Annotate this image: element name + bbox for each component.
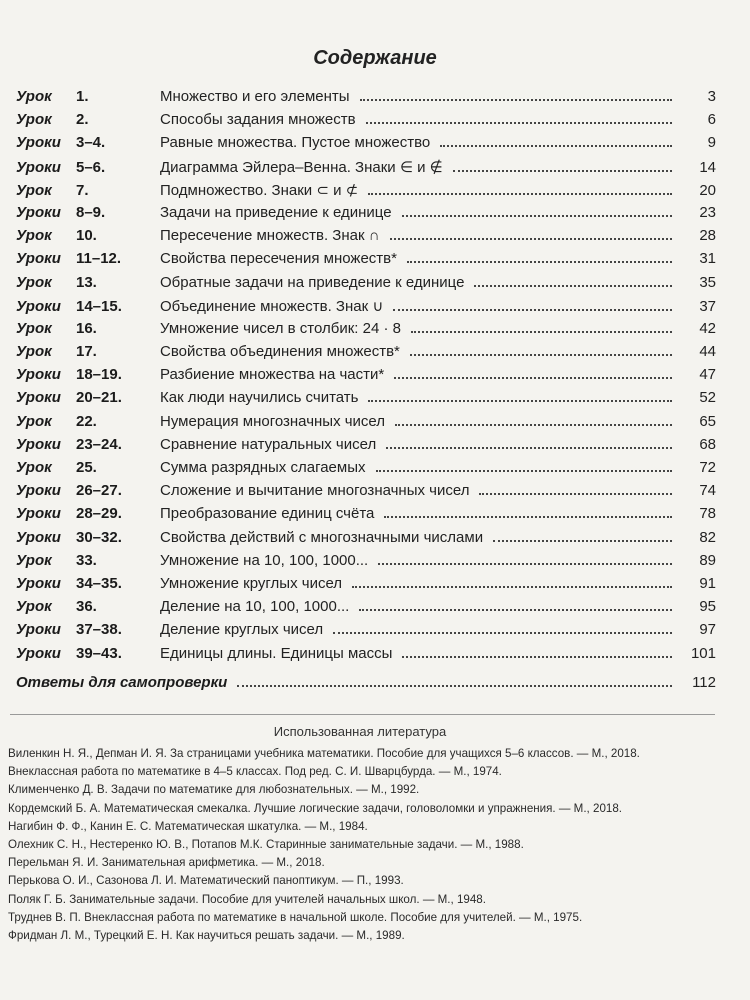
literature-item: Перельман Я. И. Занимательная арифметика. — М., 2018. <box>8 856 325 870</box>
literature-item: Перькова О. И., Сазонова Л. И. Математический паноптикум. — П., 1993. <box>8 874 404 888</box>
toc-entry-title: Сложение и вычитание многозначных чисел <box>160 482 470 500</box>
toc-entry-page: 35 <box>699 273 716 291</box>
toc-leader-dots <box>366 122 672 124</box>
toc-leader-dots <box>359 609 672 611</box>
toc-entry-kind: Урок <box>16 181 52 199</box>
toc-entry-page: 74 <box>699 482 716 500</box>
toc-entry-number: 23–24. <box>76 435 122 453</box>
toc-entry <box>16 111 716 134</box>
toc-entry-number: 28–29. <box>76 505 122 523</box>
toc-entry <box>16 274 716 297</box>
toc-entry-title: Свойства действий с многозначными числами <box>160 528 484 546</box>
toc-entry-page: 89 <box>699 551 716 569</box>
toc-entry-kind: Урок <box>16 319 52 337</box>
toc-leader-dots <box>440 145 672 147</box>
toc-entry-kind: Уроки <box>16 482 61 500</box>
toc-entry-number: 22. <box>76 412 97 430</box>
toc-entry-number: 36. <box>76 598 97 616</box>
literature-list <box>8 746 713 946</box>
toc-entry-page: 31 <box>699 250 716 268</box>
toc-leader-dots <box>493 540 672 542</box>
toc-entry-number: 7. <box>76 181 89 199</box>
toc-entry-kind: Уроки <box>16 389 61 407</box>
toc-entry <box>16 645 716 668</box>
toc-entry <box>16 158 716 181</box>
literature-item: Олехник С. Н., Нестеренко Ю. В., Потапов М.К. Старинные занимательные задачи. — М., 1988. <box>8 838 524 852</box>
toc-entry-page: 14 <box>699 158 716 176</box>
toc-entry-kind: Урок <box>16 88 52 105</box>
toc-entry-kind: Уроки <box>16 644 61 662</box>
toc-entry-number: 13. <box>76 273 97 291</box>
toc-entry <box>16 413 716 436</box>
toc-entry-page: 72 <box>699 459 716 476</box>
toc-entry-number: 17. <box>76 343 97 361</box>
toc-entry-page: 23 <box>699 203 716 221</box>
toc-entry <box>16 366 716 389</box>
toc-entry-kind: Урок <box>16 598 52 616</box>
toc-leader-dots <box>384 516 672 518</box>
toc-entry-title: Умножение чисел в столбик: 24 · 8 <box>160 319 401 337</box>
toc-entry-title: Способы задания множеств <box>160 111 356 129</box>
toc-leader-dots <box>368 400 672 402</box>
toc-entry-number: 37–38. <box>76 621 122 639</box>
toc-entry-title: Свойства объединения множеств* <box>160 343 400 361</box>
toc-leader-dots <box>402 215 672 217</box>
toc-entry-title: Объединение множеств. Знак ∪ <box>160 297 384 315</box>
toc-entry-page: 101 <box>690 644 716 662</box>
toc-entry <box>16 529 716 552</box>
toc-entry-number: 20–21. <box>76 389 122 407</box>
toc-leader-dots <box>411 331 672 333</box>
toc-entry-kind: Уроки <box>16 435 61 453</box>
toc-entry <box>16 459 716 482</box>
toc-entry-page: 95 <box>699 598 716 616</box>
toc-entry-kind: Уроки <box>16 574 61 592</box>
toc-entry-number: 33. <box>76 551 97 569</box>
toc-leader-dots <box>352 586 672 588</box>
toc-entry-title: Единицы длины. Единицы массы <box>160 644 393 662</box>
toc-entry <box>16 320 716 343</box>
toc-leader-dots <box>407 261 672 263</box>
toc-entry-title: Диаграмма Эйлера–Венна. Знаки ∈ и ∉ <box>160 158 443 176</box>
toc-entry-number: 2. <box>76 111 89 129</box>
toc-leader-dots <box>393 309 672 311</box>
toc-entry-kind: Урок <box>16 227 52 245</box>
literature-item: Внеклассная работа по математике в 4–5 классах. Под ред. С. И. Шварцбурда. — М., 1974. <box>8 765 502 779</box>
toc-leader-dots <box>402 656 672 658</box>
toc-entry-page: 9 <box>707 134 716 152</box>
toc-leader-dots <box>395 424 672 426</box>
toc-entry-number: 26–27. <box>76 482 122 500</box>
toc-entry-title: Пересечение множеств. Знак ∩ <box>160 227 380 245</box>
toc-leader-dots <box>479 493 672 495</box>
toc-entry-title: Сравнение натуральных чисел <box>160 435 377 453</box>
toc-entry <box>16 436 716 459</box>
literature-item: Труднев В. П. Внеклассная работа по математике в начальной школе. Пособие для учителей. — М., 1975. <box>8 910 583 924</box>
toc-entry <box>16 250 716 273</box>
toc-entry-title: Сумма разрядных слагаемых <box>160 459 366 476</box>
toc-entry-page: 47 <box>699 366 716 384</box>
toc-leader-dots <box>360 99 672 101</box>
toc-entry-page: 97 <box>699 621 716 639</box>
toc-entry-page: 37 <box>699 297 716 315</box>
toc-entry-kind: Уроки <box>16 297 61 315</box>
toc-entry-kind: Урок <box>16 412 52 430</box>
toc-entry-kind: Урок <box>16 111 52 129</box>
toc-entry-title: Задачи на приведение к единице <box>160 203 392 221</box>
literature-item: Нагибин Ф. Ф., Канин Е. С. Математическая шкатулка. — М., 1984. <box>8 819 368 833</box>
toc-entry-number: 30–32. <box>76 528 122 546</box>
toc-entry-page: 6 <box>707 111 716 129</box>
toc-entry-title: Свойства пересечения множеств* <box>160 250 397 268</box>
toc-leader-dots <box>386 447 672 449</box>
toc-entry-kind: Уроки <box>16 621 61 639</box>
toc-entry-kind: Уроки <box>16 250 61 268</box>
toc-entry-kind: Уроки <box>16 505 61 523</box>
toc-entry-number: 14–15. <box>76 297 122 315</box>
literature-heading: Использованная литература <box>273 724 447 739</box>
toc-entry-kind: Уроки <box>16 158 61 176</box>
toc-entry-page: 82 <box>699 528 716 546</box>
toc-entry <box>16 552 716 575</box>
toc-leader-dots <box>378 563 672 565</box>
toc-leader-dots <box>390 238 673 240</box>
literature-item: Фридман Л. М., Турецкий Е. Н. Как научиться решать задачи. — М., 1989. <box>8 929 405 943</box>
toc-entry-number: 16. <box>76 319 97 337</box>
toc-entry <box>16 575 716 598</box>
toc-entry-page: 68 <box>699 435 716 453</box>
toc-entry <box>16 297 716 320</box>
toc-entry <box>16 621 716 644</box>
toc-entry <box>16 204 716 227</box>
toc-entry-title: Как люди научились считать <box>160 389 359 407</box>
toc-entry-page: 91 <box>699 574 716 592</box>
toc-entry-page: 28 <box>699 227 716 245</box>
toc-leader-dots <box>376 470 673 472</box>
toc-entry <box>16 227 716 250</box>
toc-leader-dots <box>368 193 672 195</box>
toc-entry-number: 11–12. <box>76 250 122 268</box>
toc-entry-number: 39–43. <box>76 644 122 662</box>
toc-entry-page: 20 <box>699 181 716 199</box>
literature-item: Кордемский Б. А. Математическая смекалка. Лучшие логические задачи, головоломки и упражнения. — М., 2018. <box>8 801 623 815</box>
toc-leader-dots <box>453 170 672 172</box>
table-of-contents <box>16 88 716 697</box>
toc-leader-dots <box>237 685 672 687</box>
toc-entry-number: 5–6. <box>76 158 106 176</box>
toc-entry-title: Разбиение множества на части* <box>160 366 385 384</box>
toc-entry <box>16 134 716 157</box>
toc-entry-page: 78 <box>699 505 716 523</box>
toc-entry-page: 44 <box>699 343 716 361</box>
toc-entry <box>16 343 716 366</box>
toc-entry-number: 18–19. <box>76 366 122 384</box>
toc-entry-page: 42 <box>699 319 716 337</box>
toc-leader-dots <box>410 354 672 356</box>
toc-entry-page: 52 <box>699 389 716 407</box>
toc-entry-kind: Урок <box>16 459 52 476</box>
toc-entry-title: Преобразование единиц счёта <box>160 505 375 523</box>
toc-entry <box>16 482 716 505</box>
literature-item: Поляк Г. Б. Занимательные задачи. Пособие для учителей начальных школ. — М., 1948. <box>8 892 486 906</box>
literature-item: Клименченко Д. В. Задачи по математике для любознательных. — М., 1992. <box>8 783 420 797</box>
toc-entry-kind: Уроки <box>16 134 61 152</box>
toc-entry-kind: Уроки <box>16 203 61 221</box>
toc-entry-kind: Урок <box>16 343 52 361</box>
toc-entry <box>16 505 716 528</box>
toc-entry-kind: Урок <box>16 551 52 569</box>
toc-entry <box>16 181 716 204</box>
toc-answers-page: 112 <box>692 673 716 691</box>
toc-entry-kind: Урок <box>16 273 52 291</box>
toc-entry-title: Равные множества. Пустое множество <box>160 134 431 152</box>
toc-entry-page: 65 <box>699 412 716 430</box>
literature-item: Виленкин Н. Я., Депман И. Я. За страницами учебника математики. Пособие для учащихся 5–6 классов. — М., 2018. <box>8 747 640 760</box>
toc-entry-kind: Уроки <box>16 366 61 384</box>
toc-entry <box>16 88 716 111</box>
toc-leader-dots <box>474 285 672 287</box>
toc-entry-title: Деление круглых чисел <box>160 621 324 639</box>
toc-entry-title: Умножение на 10, 100, 1000... <box>160 551 369 569</box>
toc-entry-page: 3 <box>707 88 716 105</box>
toc-entry-number: 1. <box>76 88 89 105</box>
toc-entry-number: 3–4. <box>76 134 106 152</box>
toc-entry <box>16 389 716 412</box>
toc-answers-title: Ответы для самопроверки <box>16 673 228 691</box>
toc-entry-number: 8–9. <box>76 203 106 221</box>
toc-entry-kind: Уроки <box>16 528 61 546</box>
toc-entry-title: Обратные задачи на приведение к единице <box>160 273 465 291</box>
toc-leader-dots <box>394 377 672 379</box>
page-title: Содержание <box>313 47 437 69</box>
toc-answers-entry <box>16 674 716 697</box>
toc-entry-title: Подмножество. Знаки ⊂ и ⊄ <box>160 181 359 199</box>
toc-entry-title: Деление на 10, 100, 1000... <box>160 598 350 616</box>
toc-entry <box>16 598 716 621</box>
section-divider <box>10 714 715 715</box>
toc-entry-number: 10. <box>76 227 97 245</box>
toc-entry-number: 34–35. <box>76 574 122 592</box>
toc-entry-title: Нумерация многозначных чисел <box>160 412 386 430</box>
toc-entry-title: Умножение круглых чисел <box>160 574 343 592</box>
toc-leader-dots <box>333 632 672 634</box>
toc-entry-number: 25. <box>76 459 97 476</box>
toc-entry-title: Множество и его элементы <box>160 88 350 105</box>
